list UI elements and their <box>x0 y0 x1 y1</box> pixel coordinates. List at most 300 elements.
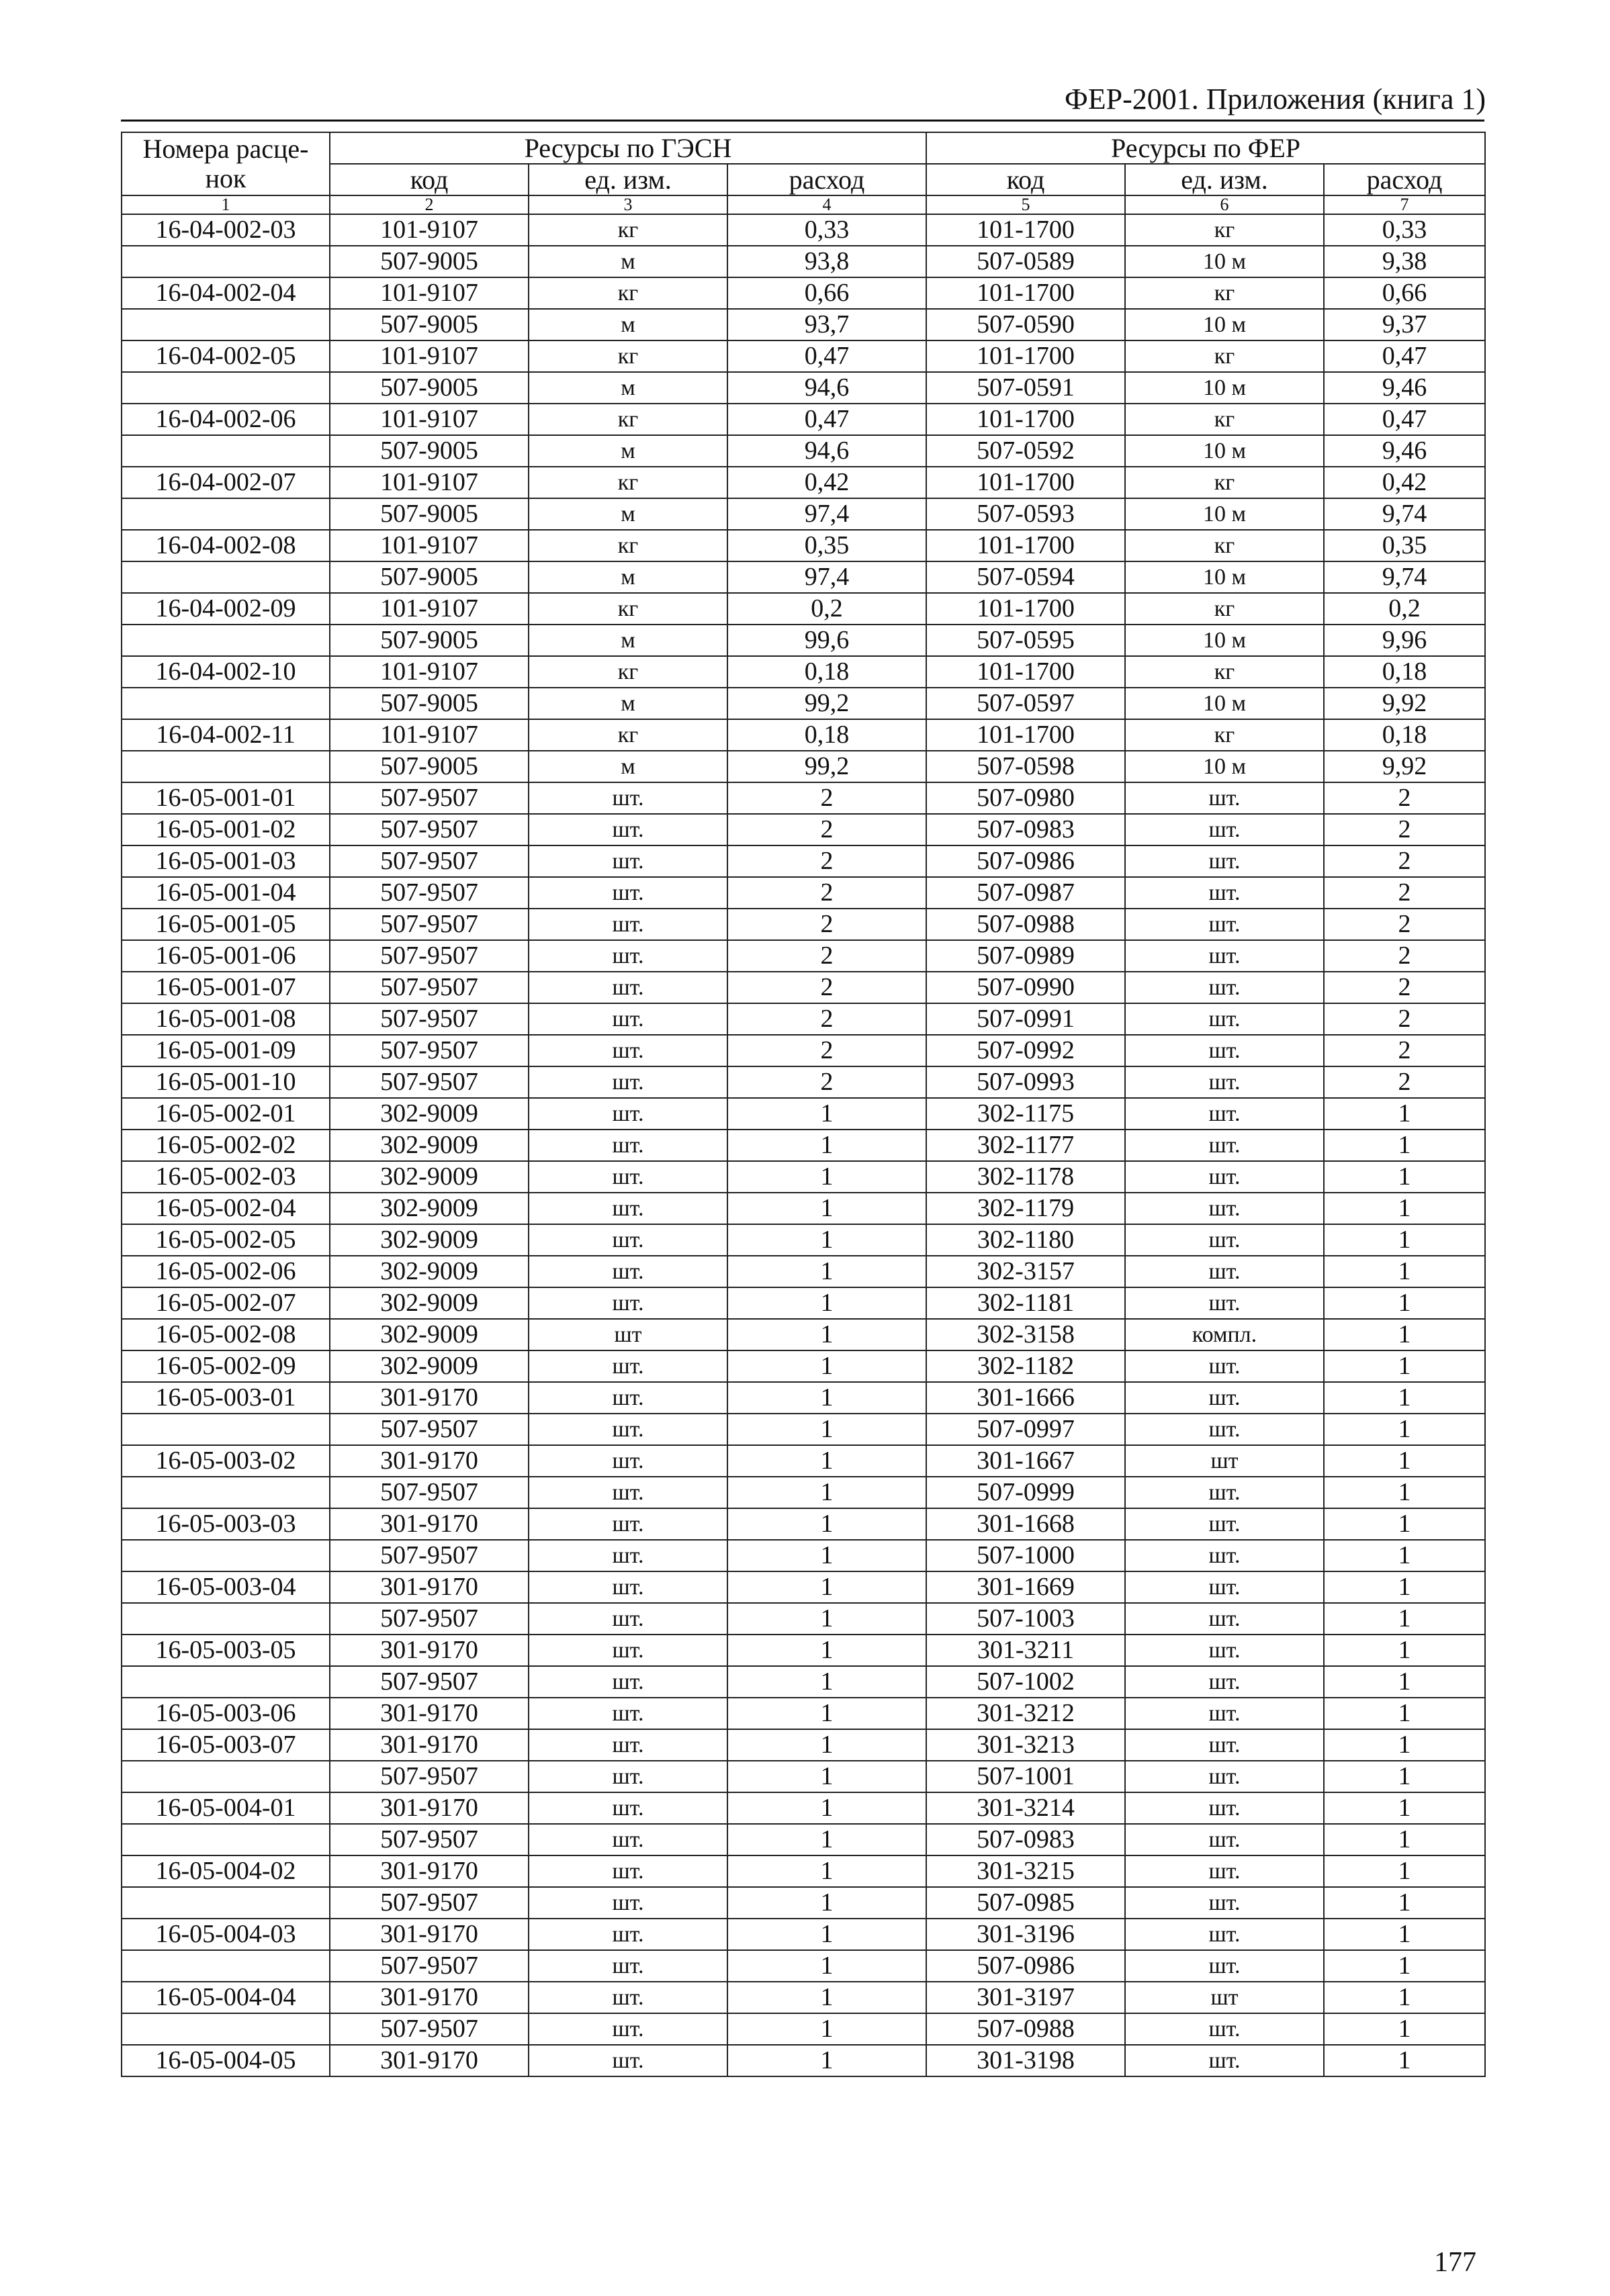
gesn-code-cell: 301-9170 <box>330 1508 529 1540</box>
fer-code-cell: 302-1182 <box>926 1350 1125 1382</box>
gesn-code-cell: 507-9005 <box>330 561 529 593</box>
fer-unit-cell: шт. <box>1125 1287 1324 1319</box>
table-row <box>122 1477 1485 1508</box>
fer-unit-cell: шт. <box>1125 940 1324 972</box>
gesn-unit-cell: шт. <box>529 1666 727 1698</box>
table-row <box>122 246 1485 277</box>
table-row <box>122 1287 1485 1319</box>
fer-unit-cell: шт. <box>1125 1161 1324 1193</box>
fer-rate-cell: 9,92 <box>1324 688 1485 719</box>
table-row <box>122 1919 1485 1950</box>
table-row <box>122 1887 1485 1919</box>
fer-rate-cell: 1 <box>1324 1603 1485 1635</box>
gesn-rate-cell: 1 <box>727 1603 926 1635</box>
fer-code-cell: 101-1700 <box>926 467 1125 498</box>
fer-unit-cell: кг <box>1125 404 1324 435</box>
table-row <box>122 1161 1485 1193</box>
gesn-code-cell: 507-9507 <box>330 972 529 1003</box>
table-row <box>122 1066 1485 1098</box>
fer-rate-cell: 1 <box>1324 1729 1485 1761</box>
gesn-code-cell: 301-9170 <box>330 1982 529 2013</box>
fer-unit-cell: шт. <box>1125 1193 1324 1224</box>
column-number: 5 <box>926 195 1125 214</box>
fer-rate-cell: 9,96 <box>1324 625 1485 656</box>
gesn-rate-cell: 0,66 <box>727 277 926 309</box>
fer-unit-cell: шт. <box>1125 1256 1324 1287</box>
fer-code-cell: 302-1175 <box>926 1098 1125 1130</box>
fer-unit-cell: шт. <box>1125 845 1324 877</box>
gesn-unit-cell: шт. <box>529 972 727 1003</box>
gesn-unit-cell: шт. <box>529 877 727 909</box>
table-row <box>122 467 1485 498</box>
fer-rate-header: расход <box>1324 164 1485 195</box>
gesn-rate-cell: 1 <box>727 1382 926 1414</box>
gesn-code-cell: 507-9005 <box>330 372 529 404</box>
fer-rate-cell: 1 <box>1324 1445 1485 1477</box>
fer-rate-cell: 1 <box>1324 1761 1485 1792</box>
fer-code-cell: 301-3212 <box>926 1698 1125 1729</box>
fer-unit-cell: кг <box>1125 467 1324 498</box>
table-row <box>122 1571 1485 1603</box>
gesn-rate-cell: 2 <box>727 877 926 909</box>
gesn-code-cell: 101-9107 <box>330 656 529 688</box>
gesn-unit-cell: м <box>529 309 727 340</box>
gesn-rate-cell: 1 <box>727 1792 926 1824</box>
norm-number-cell: 16-05-001-01 <box>122 782 330 814</box>
gesn-unit-cell: шт. <box>529 1445 727 1477</box>
fer-code-cell: 507-1001 <box>926 1761 1125 1792</box>
norm-number-cell: 16-05-001-09 <box>122 1035 330 1066</box>
fer-unit-cell: шт <box>1125 1445 1324 1477</box>
gesn-unit-cell: шт. <box>529 782 727 814</box>
fer-rate-cell: 2 <box>1324 1003 1485 1035</box>
fer-rate-cell: 0,33 <box>1324 214 1485 246</box>
table-row <box>122 309 1485 340</box>
norm-number-cell: 16-05-003-05 <box>122 1635 330 1666</box>
gesn-code-cell: 101-9107 <box>330 593 529 625</box>
gesn-unit-cell: шт. <box>529 1824 727 1855</box>
fer-rate-cell: 2 <box>1324 877 1485 909</box>
norm-number-cell: 16-04-002-06 <box>122 404 330 435</box>
gesn-code-cell: 301-9170 <box>330 1855 529 1887</box>
gesn-rate-cell: 2 <box>727 972 926 1003</box>
table-row <box>122 1003 1485 1035</box>
fer-unit-cell: шт. <box>1125 972 1324 1003</box>
gesn-unit-cell: м <box>529 561 727 593</box>
norm-number-cell: 16-05-003-06 <box>122 1698 330 1729</box>
fer-code-cell: 301-3197 <box>926 1982 1125 2013</box>
gesn-code-cell: 101-9107 <box>330 340 529 372</box>
fer-code-cell: 301-3214 <box>926 1792 1125 1824</box>
gesn-code-header: код <box>330 164 529 195</box>
norm-number-cell <box>122 1950 330 1982</box>
gesn-unit-cell: шт. <box>529 1855 727 1887</box>
gesn-rate-cell: 1 <box>727 1193 926 1224</box>
gesn-rate-cell: 93,8 <box>727 246 926 277</box>
fer-code-cell: 507-0592 <box>926 435 1125 467</box>
gesn-code-cell: 507-9507 <box>330 909 529 940</box>
fer-unit-cell: шт. <box>1125 1698 1324 1729</box>
fer-unit-cell: шт. <box>1125 1066 1324 1098</box>
fer-rate-cell: 1 <box>1324 1824 1485 1855</box>
fer-rate-cell: 1 <box>1324 1130 1485 1161</box>
fer-unit-cell: шт. <box>1125 1571 1324 1603</box>
norm-number-cell: 16-04-002-08 <box>122 530 330 561</box>
column-number: 4 <box>727 195 926 214</box>
gesn-unit-cell: кг <box>529 530 727 561</box>
fer-rate-cell: 0,18 <box>1324 719 1485 751</box>
gesn-unit-cell: шт. <box>529 1003 727 1035</box>
fer-rate-cell: 1 <box>1324 1540 1485 1571</box>
fer-rate-cell: 0,18 <box>1324 656 1485 688</box>
fer-code-cell: 507-0990 <box>926 972 1125 1003</box>
gesn-code-cell: 301-9170 <box>330 1792 529 1824</box>
fer-code-cell: 302-1178 <box>926 1161 1125 1193</box>
fer-unit-cell: шт <box>1125 1982 1324 2013</box>
fer-unit-cell: шт. <box>1125 1729 1324 1761</box>
gesn-unit-cell: шт. <box>529 1540 727 1571</box>
gesn-unit-cell: шт. <box>529 1035 727 1066</box>
norm-number-cell: 16-04-002-11 <box>122 719 330 751</box>
gesn-code-cell: 507-9507 <box>330 940 529 972</box>
fer-rate-cell: 1 <box>1324 1224 1485 1256</box>
gesn-rate-cell: 94,6 <box>727 435 926 467</box>
gesn-unit-cell: шт. <box>529 1571 727 1603</box>
gesn-rate-cell: 1 <box>727 1698 926 1729</box>
gesn-rate-cell: 1 <box>727 1098 926 1130</box>
fer-code-cell: 302-3157 <box>926 1256 1125 1287</box>
header-row-groups <box>122 132 1485 164</box>
norm-number-cell: 16-05-002-07 <box>122 1287 330 1319</box>
gesn-unit-cell: шт. <box>529 1224 727 1256</box>
gesn-code-cell: 302-9009 <box>330 1098 529 1130</box>
gesn-unit-cell: м <box>529 498 727 530</box>
gesn-code-cell: 301-9170 <box>330 1382 529 1414</box>
table-row <box>122 1792 1485 1824</box>
gesn-unit-cell: шт. <box>529 1477 727 1508</box>
gesn-unit-cell: м <box>529 751 727 782</box>
table-row <box>122 1414 1485 1445</box>
norm-number-cell <box>122 688 330 719</box>
fer-unit-cell: кг <box>1125 530 1324 561</box>
gesn-rate-cell: 1 <box>727 1445 926 1477</box>
fer-code-cell: 507-0980 <box>926 782 1125 814</box>
norm-number-cell: 16-05-004-04 <box>122 1982 330 2013</box>
gesn-rate-cell: 0,35 <box>727 530 926 561</box>
gesn-rate-cell: 1 <box>727 2013 926 2045</box>
fer-unit-cell: кг <box>1125 593 1324 625</box>
fer-unit-cell: кг <box>1125 719 1324 751</box>
fer-code-cell: 101-1700 <box>926 340 1125 372</box>
table-body <box>122 214 1485 2076</box>
table-row <box>122 498 1485 530</box>
table-row <box>122 1540 1485 1571</box>
fer-code-cell: 507-1000 <box>926 1540 1125 1571</box>
norm-number-cell: 16-04-002-05 <box>122 340 330 372</box>
table-row <box>122 877 1485 909</box>
fer-unit-cell: шт. <box>1125 1508 1324 1540</box>
fer-unit-cell: шт. <box>1125 1130 1324 1161</box>
fer-rate-cell: 1 <box>1324 1635 1485 1666</box>
gesn-unit-cell: шт. <box>529 1066 727 1098</box>
table-row <box>122 625 1485 656</box>
table-row <box>122 656 1485 688</box>
table-row <box>122 1508 1485 1540</box>
fer-code-cell: 507-0988 <box>926 909 1125 940</box>
gesn-rate-cell: 1 <box>727 1950 926 1982</box>
fer-code-cell: 507-0986 <box>926 1950 1125 1982</box>
norm-number-cell <box>122 372 330 404</box>
fer-unit-cell: шт. <box>1125 782 1324 814</box>
gesn-rate-cell: 2 <box>727 1066 926 1098</box>
table-row <box>122 688 1485 719</box>
norm-number-cell: 16-05-002-05 <box>122 1224 330 1256</box>
gesn-rate-cell: 0,18 <box>727 719 926 751</box>
fer-code-cell: 507-0983 <box>926 814 1125 845</box>
fer-code-cell: 507-0999 <box>926 1477 1125 1508</box>
fer-code-cell: 507-0989 <box>926 940 1125 972</box>
gesn-code-cell: 302-9009 <box>330 1224 529 1256</box>
gesn-code-cell: 507-9507 <box>330 1824 529 1855</box>
header-rule <box>121 120 1484 122</box>
table-row <box>122 1193 1485 1224</box>
norm-number-cell: 16-05-002-02 <box>122 1130 330 1161</box>
table-row <box>122 372 1485 404</box>
gesn-unit-cell: шт. <box>529 1350 727 1382</box>
fer-rate-cell: 1 <box>1324 1287 1485 1319</box>
gesn-code-cell: 507-9507 <box>330 782 529 814</box>
gesn-code-cell: 507-9507 <box>330 1003 529 1035</box>
table-row <box>122 719 1485 751</box>
table-row <box>122 751 1485 782</box>
fer-rate-cell: 0,47 <box>1324 340 1485 372</box>
fer-rate-cell: 9,37 <box>1324 309 1485 340</box>
gesn-code-cell: 507-9005 <box>330 625 529 656</box>
fer-code-cell: 301-1667 <box>926 1445 1125 1477</box>
fer-rate-cell: 9,74 <box>1324 561 1485 593</box>
gesn-code-cell: 507-9507 <box>330 845 529 877</box>
gesn-unit-cell: кг <box>529 656 727 688</box>
gesn-rate-cell: 1 <box>727 1540 926 1571</box>
fer-unit-cell: шт. <box>1125 1950 1324 1982</box>
fer-rate-cell: 2 <box>1324 940 1485 972</box>
fer-code-cell: 101-1700 <box>926 214 1125 246</box>
fer-unit-cell: шт. <box>1125 1919 1324 1950</box>
norm-number-cell: 16-05-004-03 <box>122 1919 330 1950</box>
fer-code-cell: 302-1180 <box>926 1224 1125 1256</box>
gesn-resources-header: Ресурсы по ГЭСН <box>330 132 926 164</box>
fer-unit-cell: шт. <box>1125 1350 1324 1382</box>
norm-number-cell: 16-04-002-04 <box>122 277 330 309</box>
gesn-code-cell: 507-9507 <box>330 1761 529 1792</box>
gesn-rate-cell: 97,4 <box>727 561 926 593</box>
gesn-rate-cell: 1 <box>727 1982 926 2013</box>
fer-unit-cell: шт. <box>1125 1098 1324 1130</box>
fer-rate-cell: 1 <box>1324 2045 1485 2076</box>
table-row <box>122 845 1485 877</box>
gesn-unit-cell: шт. <box>529 1414 727 1445</box>
norm-number-cell: 16-05-003-01 <box>122 1382 330 1414</box>
column-number: 2 <box>330 195 529 214</box>
table-row <box>122 814 1485 845</box>
fer-code-cell: 301-3198 <box>926 2045 1125 2076</box>
norm-number-cell: 16-05-001-07 <box>122 972 330 1003</box>
gesn-unit-cell: шт. <box>529 1256 727 1287</box>
table-row <box>122 1098 1485 1130</box>
fer-code-cell: 507-0985 <box>926 1887 1125 1919</box>
gesn-unit-cell: шт. <box>529 1603 727 1635</box>
fer-rate-cell: 0,2 <box>1324 593 1485 625</box>
fer-rate-cell: 2 <box>1324 1035 1485 1066</box>
gesn-code-cell: 507-9507 <box>330 1035 529 1066</box>
norm-number-cell: 16-05-001-05 <box>122 909 330 940</box>
norm-number-cell <box>122 1761 330 1792</box>
table-row <box>122 1698 1485 1729</box>
norm-number-cell: 16-05-002-03 <box>122 1161 330 1193</box>
fer-rate-cell: 1 <box>1324 1098 1485 1130</box>
fer-rate-cell: 1 <box>1324 1414 1485 1445</box>
fer-code-cell: 101-1700 <box>926 593 1125 625</box>
norm-number-cell: 16-05-001-02 <box>122 814 330 845</box>
table-row <box>122 1824 1485 1855</box>
norm-number-cell <box>122 1414 330 1445</box>
norm-number-cell: 16-05-002-08 <box>122 1319 330 1350</box>
gesn-unit-cell: кг <box>529 214 727 246</box>
fer-unit-cell: 10 м <box>1125 498 1324 530</box>
table-row <box>122 1982 1485 2013</box>
gesn-rate-cell: 1 <box>727 1729 926 1761</box>
gesn-rate-cell: 2 <box>727 845 926 877</box>
gesn-rate-cell: 2 <box>727 909 926 940</box>
fer-code-cell: 301-1668 <box>926 1508 1125 1540</box>
fer-code-cell: 302-1181 <box>926 1287 1125 1319</box>
gesn-code-cell: 507-9507 <box>330 1066 529 1098</box>
gesn-unit-cell: шт. <box>529 1382 727 1414</box>
fer-unit-cell: шт. <box>1125 1792 1324 1824</box>
table-row <box>122 1382 1485 1414</box>
fer-code-cell: 302-3158 <box>926 1319 1125 1350</box>
gesn-unit-cell: кг <box>529 467 727 498</box>
fer-code-cell: 101-1700 <box>926 719 1125 751</box>
gesn-unit-cell: шт. <box>529 940 727 972</box>
fer-code-header: код <box>926 164 1125 195</box>
column-number-row <box>122 195 1485 214</box>
fer-code-cell: 301-3196 <box>926 1919 1125 1950</box>
gesn-rate-cell: 1 <box>727 1887 926 1919</box>
fer-rate-cell: 1 <box>1324 1666 1485 1698</box>
gesn-unit-cell: м <box>529 625 727 656</box>
fer-code-cell: 507-0597 <box>926 688 1125 719</box>
norm-number-cell <box>122 435 330 467</box>
fer-code-cell: 101-1700 <box>926 530 1125 561</box>
gesn-rate-cell: 1 <box>727 1919 926 1950</box>
norm-number-cell <box>122 561 330 593</box>
gesn-rate-cell: 2 <box>727 1035 926 1066</box>
gesn-rate-cell: 0,33 <box>727 214 926 246</box>
fer-code-cell: 101-1700 <box>926 656 1125 688</box>
column-number: 7 <box>1324 195 1485 214</box>
gesn-code-cell: 507-9507 <box>330 1666 529 1698</box>
fer-unit-cell: шт. <box>1125 1035 1324 1066</box>
fer-rate-cell: 2 <box>1324 909 1485 940</box>
table-row <box>122 1445 1485 1477</box>
gesn-rate-cell: 93,7 <box>727 309 926 340</box>
gesn-code-cell: 302-9009 <box>330 1287 529 1319</box>
norm-number-cell: 16-05-002-01 <box>122 1098 330 1130</box>
gesn-rate-cell: 2 <box>727 940 926 972</box>
gesn-code-cell: 101-9107 <box>330 404 529 435</box>
fer-rate-cell: 1 <box>1324 1350 1485 1382</box>
fer-rate-cell: 2 <box>1324 972 1485 1003</box>
gesn-code-cell: 507-9005 <box>330 309 529 340</box>
gesn-rate-cell: 1 <box>727 1130 926 1161</box>
gesn-code-cell: 301-9170 <box>330 1729 529 1761</box>
column-number: 6 <box>1125 195 1324 214</box>
norm-number-cell <box>122 1477 330 1508</box>
fer-code-cell: 507-0594 <box>926 561 1125 593</box>
fer-code-cell: 507-0991 <box>926 1003 1125 1035</box>
gesn-unit-cell: шт. <box>529 1792 727 1824</box>
fer-unit-cell: шт. <box>1125 1224 1324 1256</box>
gesn-unit-cell: м <box>529 372 727 404</box>
fer-code-cell: 507-1003 <box>926 1603 1125 1635</box>
gesn-unit-cell: шт. <box>529 1193 727 1224</box>
fer-rate-cell: 2 <box>1324 845 1485 877</box>
gesn-code-cell: 507-9005 <box>330 435 529 467</box>
table-row <box>122 2045 1485 2076</box>
gesn-code-cell: 301-9170 <box>330 1445 529 1477</box>
fer-unit-cell: шт. <box>1125 1761 1324 1792</box>
gesn-code-cell: 301-9170 <box>330 1698 529 1729</box>
gesn-unit-cell: шт. <box>529 1698 727 1729</box>
fer-rate-cell: 1 <box>1324 1698 1485 1729</box>
fer-unit-cell: 10 м <box>1125 372 1324 404</box>
gesn-rate-cell: 1 <box>727 1161 926 1193</box>
table-row <box>122 940 1485 972</box>
gesn-code-cell: 302-9009 <box>330 1193 529 1224</box>
norm-number-cell <box>122 1666 330 1698</box>
gesn-unit-cell: шт. <box>529 1982 727 2013</box>
fer-code-cell: 507-0986 <box>926 845 1125 877</box>
gesn-unit-cell: шт. <box>529 1635 727 1666</box>
gesn-rate-cell: 0,2 <box>727 593 926 625</box>
fer-rate-cell: 1 <box>1324 1161 1485 1193</box>
norm-number-cell <box>122 751 330 782</box>
gesn-code-cell: 507-9507 <box>330 877 529 909</box>
table-row <box>122 1224 1485 1256</box>
gesn-rate-cell: 99,6 <box>727 625 926 656</box>
fer-rate-cell: 2 <box>1324 814 1485 845</box>
gesn-unit-cell: кг <box>529 404 727 435</box>
gesn-unit-cell: м <box>529 688 727 719</box>
fer-unit-cell: шт. <box>1125 1855 1324 1887</box>
gesn-unit-cell: шт. <box>529 1950 727 1982</box>
gesn-rate-cell: 1 <box>727 1666 926 1698</box>
fer-unit-cell: шт. <box>1125 2013 1324 2045</box>
fer-unit-cell: 10 м <box>1125 625 1324 656</box>
norm-number-cell: 16-05-001-03 <box>122 845 330 877</box>
gesn-code-cell: 507-9507 <box>330 1540 529 1571</box>
fer-unit-cell: компл. <box>1125 1319 1324 1350</box>
fer-rate-cell: 1 <box>1324 1855 1485 1887</box>
table-row <box>122 561 1485 593</box>
gesn-unit-cell: шт. <box>529 1287 727 1319</box>
gesn-rate-cell: 1 <box>727 1350 926 1382</box>
fer-rate-cell: 2 <box>1324 1066 1485 1098</box>
table-row <box>122 1729 1485 1761</box>
table-row <box>122 1761 1485 1792</box>
table-row <box>122 1666 1485 1698</box>
